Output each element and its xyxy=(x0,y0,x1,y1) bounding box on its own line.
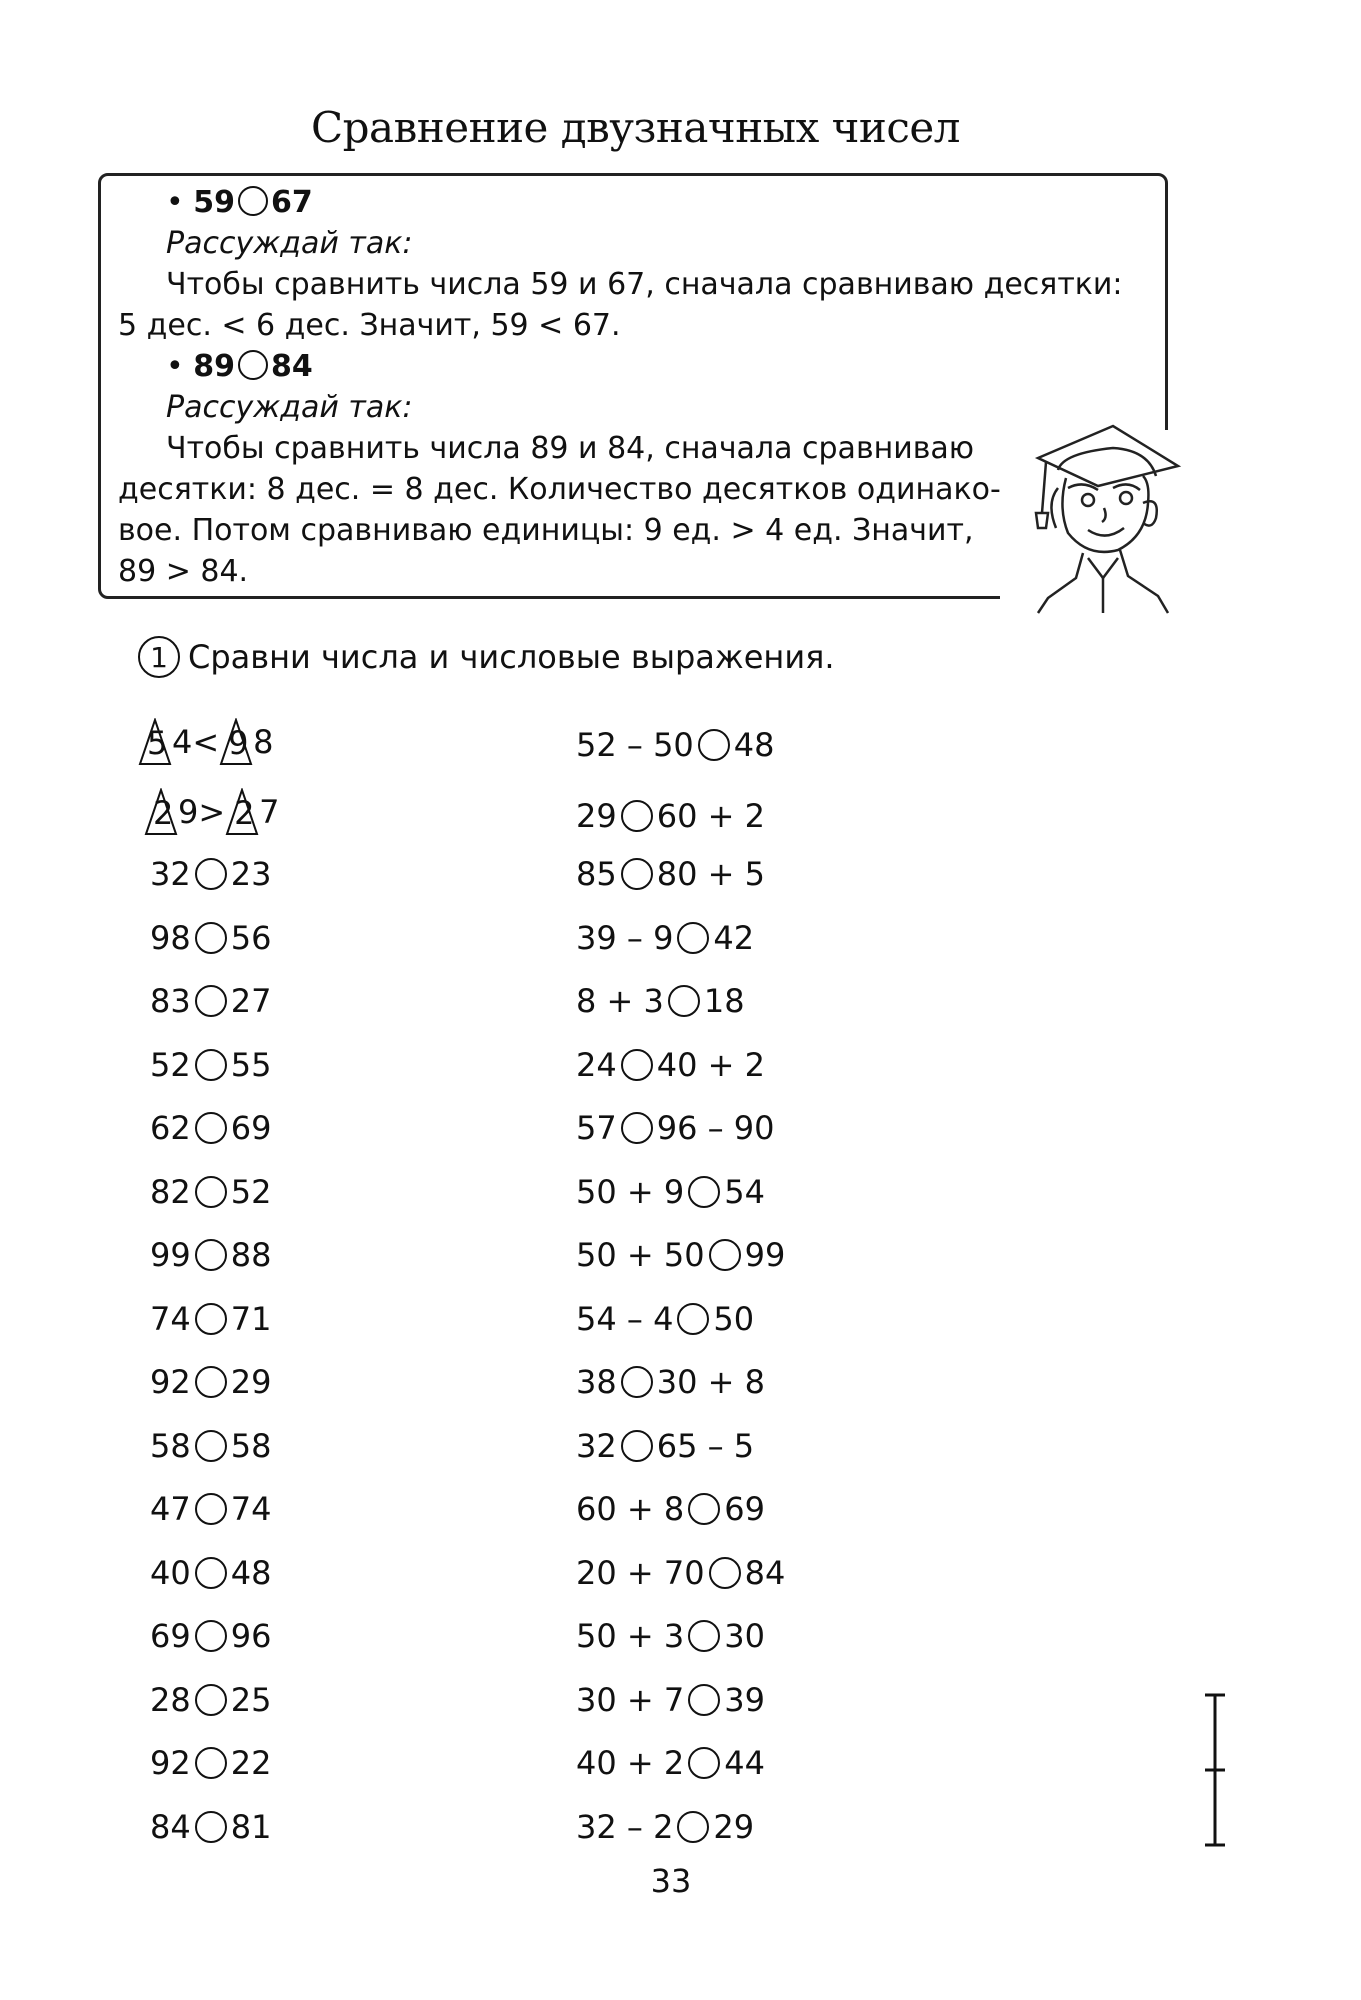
comparison-row xyxy=(150,1363,271,1401)
sample-text: 7 xyxy=(259,793,280,831)
compare-circle[interactable] xyxy=(677,922,709,954)
comparison-row xyxy=(150,1744,271,1782)
comparison-row xyxy=(576,1554,785,1592)
rule-line: вое. Потом сравниваю единицы: 9 ед. > 4 ед. Значит, xyxy=(118,513,974,548)
left-operand: 98 xyxy=(150,918,191,957)
compare-circle[interactable] xyxy=(195,1684,227,1716)
left-operand: 8 + 3 xyxy=(576,982,664,1020)
comparison-row xyxy=(576,919,754,957)
comparison-row xyxy=(576,726,775,764)
left-operand: 99 xyxy=(150,1236,191,1274)
triangle-digit: 9 xyxy=(219,718,253,766)
compare-circle[interactable] xyxy=(195,985,227,1017)
compare-circle[interactable] xyxy=(688,1176,720,1208)
comparison-row xyxy=(150,1490,271,1528)
compare-circle[interactable] xyxy=(621,858,653,890)
triangle-digit: 5 xyxy=(138,718,172,766)
left-operand: 39 – 9 xyxy=(576,918,674,957)
comparison-row xyxy=(150,1617,271,1655)
compare-circle[interactable] xyxy=(698,729,730,761)
comparison-row xyxy=(576,1363,765,1401)
left-operand: 50 + 9 xyxy=(576,1172,685,1211)
comparison-row xyxy=(150,1554,271,1592)
compare-circle[interactable] xyxy=(677,1303,709,1335)
right-operand: 80 + 5 xyxy=(656,855,765,893)
right-operand: 30 + 8 xyxy=(656,1363,765,1401)
compare-circle[interactable] xyxy=(195,1049,227,1081)
compare-circle[interactable] xyxy=(621,1430,653,1462)
compare-circle[interactable] xyxy=(195,1303,227,1335)
right-operand: 50 xyxy=(713,1299,755,1338)
compare-circle[interactable] xyxy=(688,1747,720,1779)
right-operand: 22 xyxy=(230,1744,272,1782)
comparison-row xyxy=(576,1427,754,1465)
rule-text xyxy=(118,182,1148,592)
comparison-row xyxy=(150,1046,271,1084)
left-operand: 20 + 70 xyxy=(576,1553,705,1592)
compare-circle[interactable] xyxy=(195,1239,227,1271)
student-mascot-icon xyxy=(1028,418,1188,618)
comparison-row xyxy=(150,1808,271,1846)
left-operand: 69 xyxy=(150,1617,191,1655)
right-operand: 99 xyxy=(744,1236,786,1274)
task-number: 1 xyxy=(138,636,180,678)
compare-circle[interactable] xyxy=(195,858,227,890)
compare-circle xyxy=(238,350,268,380)
compare-circle[interactable] xyxy=(195,1811,227,1843)
rule-line: десятки: 8 дес. = 8 дес. Количество десятков одинако- xyxy=(118,472,1001,507)
comparison-row xyxy=(576,855,765,893)
rule-line: Чтобы сравнить числа 59 и 67, сначала сравниваю десятки: xyxy=(166,267,1123,302)
right-operand: 69 xyxy=(724,1490,765,1528)
left-operand: 57 xyxy=(576,1109,617,1147)
left-operand: 28 xyxy=(150,1680,191,1719)
margin-marker-icon xyxy=(1200,1690,1230,1850)
right-operand: 69 xyxy=(230,1109,272,1147)
compare-circle[interactable] xyxy=(621,1112,653,1144)
right-operand: 55 xyxy=(230,1045,272,1084)
task-text: Сравни числа и числовые выражения. xyxy=(188,638,835,676)
comparison-row xyxy=(150,1173,271,1211)
right-operand: 48 xyxy=(230,1553,272,1592)
compare-circle[interactable] xyxy=(195,1112,227,1144)
right-operand: 52 xyxy=(230,1172,272,1211)
right-operand: 74 xyxy=(230,1490,272,1528)
right-operand: 60 + 2 xyxy=(656,797,765,835)
comparison-row xyxy=(150,1681,271,1719)
rule-line: 5 дес. < 6 дес. Значит, 59 < 67. xyxy=(118,308,621,343)
left-operand: 40 xyxy=(150,1553,191,1592)
sample-text: 8 xyxy=(253,723,274,761)
sample-text: 4< xyxy=(172,723,220,761)
left-operand: 82 xyxy=(150,1172,191,1211)
compare-circle[interactable] xyxy=(195,1620,227,1652)
compare-circle[interactable] xyxy=(677,1811,709,1843)
triangle-digit: 2 xyxy=(225,788,259,836)
comparison-row xyxy=(576,797,765,835)
comparison-row xyxy=(150,1427,271,1465)
compare-circle[interactable] xyxy=(195,1366,227,1398)
example-2: • 89 84 xyxy=(166,349,313,384)
reason-label: Рассуждай так: xyxy=(166,226,413,261)
right-operand: 18 xyxy=(703,982,745,1020)
right-operand: 54 xyxy=(724,1172,765,1211)
page-title: Сравнение двузначных чисел xyxy=(311,103,960,152)
comparison-row xyxy=(576,1173,765,1211)
left-operand: 24 xyxy=(576,1045,617,1084)
comparison-row xyxy=(576,1236,785,1274)
sample-text: 9> xyxy=(178,793,226,831)
comparison-row xyxy=(150,1236,271,1274)
right-operand: 23 xyxy=(230,855,272,893)
right-operand: 71 xyxy=(230,1299,272,1338)
left-operand: 85 xyxy=(576,855,617,893)
right-operand: 42 xyxy=(713,918,755,957)
left-operand: 32 – 2 xyxy=(576,1807,674,1846)
left-operand: 92 xyxy=(150,1744,191,1782)
left-operand: 40 + 2 xyxy=(576,1744,685,1782)
left-operand: 60 + 8 xyxy=(576,1490,685,1528)
reason-label: Рассуждай так: xyxy=(166,390,413,425)
example-1: • 59 67 xyxy=(166,185,313,220)
left-operand: 29 xyxy=(576,797,617,835)
compare-circle[interactable] xyxy=(195,922,227,954)
left-operand: 58 xyxy=(150,1426,191,1465)
page-number: 33 xyxy=(650,1862,692,1900)
comparison-row xyxy=(150,1300,271,1338)
right-operand: 56 xyxy=(230,918,272,957)
right-operand: 44 xyxy=(724,1744,765,1782)
comparison-row xyxy=(576,1046,765,1084)
compare-circle[interactable] xyxy=(668,985,700,1017)
triangle-digit: 2 xyxy=(144,788,178,836)
compare-circle xyxy=(238,186,268,216)
left-operand: 62 xyxy=(150,1109,191,1147)
right-operand: 58 xyxy=(230,1426,272,1465)
comparison-row xyxy=(150,855,271,893)
right-operand: 29 xyxy=(713,1807,755,1846)
compare-circle[interactable] xyxy=(195,1430,227,1462)
left-operand: 50 + 3 xyxy=(576,1617,685,1655)
comparison-row xyxy=(576,1617,765,1655)
compare-circle[interactable] xyxy=(688,1620,720,1652)
sample-row xyxy=(144,788,280,836)
compare-circle[interactable] xyxy=(688,1684,720,1716)
right-operand: 84 xyxy=(744,1553,786,1592)
comparison-row xyxy=(576,1744,765,1782)
sample-row xyxy=(138,718,274,766)
right-operand: 48 xyxy=(733,726,775,764)
comparison-row xyxy=(576,1490,765,1528)
comparison-row xyxy=(576,982,745,1020)
rule-line: Чтобы сравнить числа 89 и 84, сначала сравниваю xyxy=(166,431,975,466)
compare-circle[interactable] xyxy=(709,1239,741,1271)
compare-circle[interactable] xyxy=(621,1366,653,1398)
compare-circle[interactable] xyxy=(195,1176,227,1208)
compare-circle[interactable] xyxy=(195,1747,227,1779)
comparison-row xyxy=(150,982,271,1020)
left-operand: 83 xyxy=(150,982,191,1020)
right-operand: 96 xyxy=(230,1617,272,1655)
right-operand: 30 xyxy=(724,1617,765,1655)
right-operand: 65 – 5 xyxy=(656,1426,755,1465)
left-operand: 74 xyxy=(150,1299,191,1338)
left-operand: 32 xyxy=(150,855,191,893)
right-operand: 81 xyxy=(230,1807,272,1846)
left-operand: 30 + 7 xyxy=(576,1680,685,1719)
comparison-row xyxy=(576,1681,765,1719)
comparison-row xyxy=(150,1109,271,1147)
rule-line: 89 > 84. xyxy=(118,554,249,589)
left-operand: 54 – 4 xyxy=(576,1299,674,1338)
comparison-row xyxy=(576,1300,754,1338)
left-operand: 52 xyxy=(150,1045,191,1084)
left-operand: 52 – 50 xyxy=(576,726,694,764)
compare-circle[interactable] xyxy=(709,1557,741,1589)
left-operand: 32 xyxy=(576,1426,617,1465)
left-operand: 50 + 50 xyxy=(576,1236,705,1274)
right-operand: 27 xyxy=(230,982,272,1020)
left-operand: 47 xyxy=(150,1490,191,1528)
right-operand: 96 – 90 xyxy=(656,1109,775,1147)
comparison-row xyxy=(576,1109,775,1147)
left-operand: 84 xyxy=(150,1807,191,1846)
comparison-row xyxy=(576,1808,754,1846)
compare-circle[interactable] xyxy=(621,1049,653,1081)
compare-circle[interactable] xyxy=(195,1493,227,1525)
right-operand: 40 + 2 xyxy=(656,1045,765,1084)
right-operand: 39 xyxy=(724,1680,765,1719)
compare-circle[interactable] xyxy=(621,800,653,832)
task-heading xyxy=(138,636,835,678)
left-operand: 92 xyxy=(150,1363,191,1401)
right-operand: 25 xyxy=(230,1680,272,1719)
comparison-row xyxy=(150,919,271,957)
right-operand: 29 xyxy=(230,1363,272,1401)
compare-circle[interactable] xyxy=(195,1557,227,1589)
right-operand: 88 xyxy=(230,1236,272,1274)
compare-circle[interactable] xyxy=(688,1493,720,1525)
left-operand: 38 xyxy=(576,1363,617,1401)
